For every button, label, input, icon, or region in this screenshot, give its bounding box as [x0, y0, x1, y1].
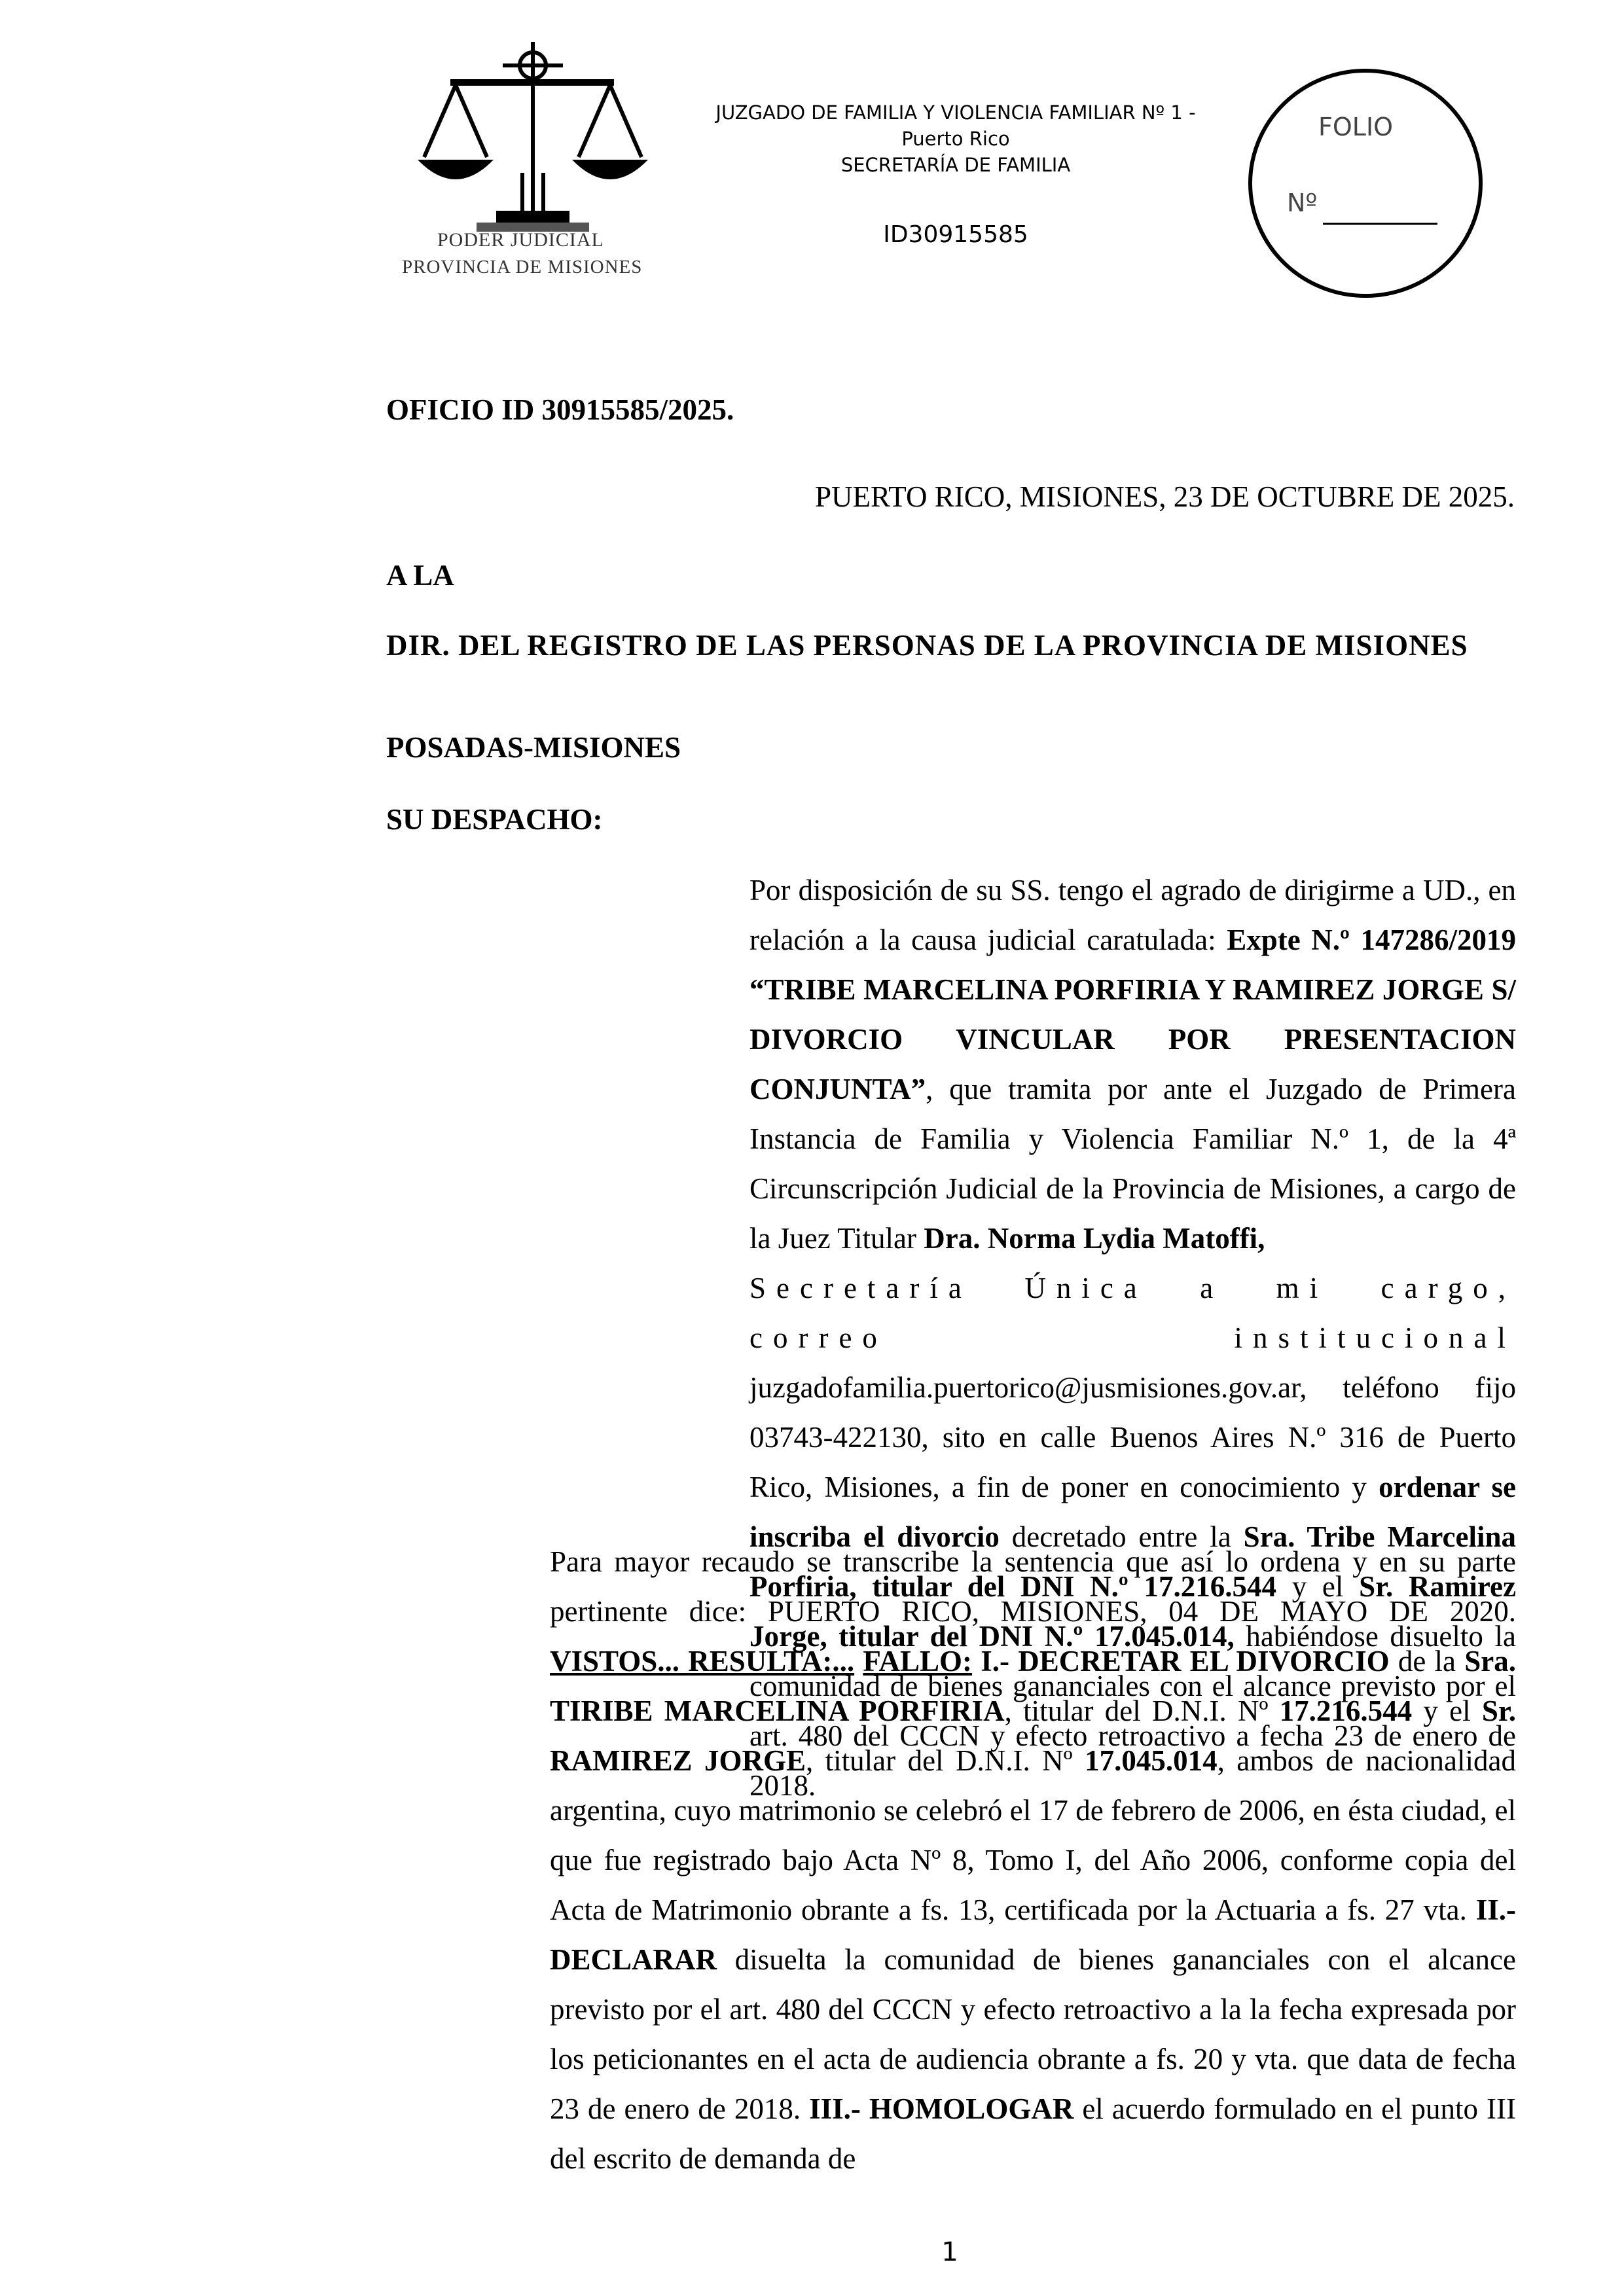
- greeting: SU DESPACHO:: [386, 803, 603, 836]
- fallo-label: FALLO:: [863, 1645, 973, 1677]
- judge-name: Dra. Norma Lydia Matoffi,: [924, 1222, 1265, 1255]
- case-title: Expte N.º 147286/2019 “TRIBE MARCELINA PORFIRIA Y RAMIREZ JORGE S/ DIVORCIO VINCULAR POR PRESENTACION CONJUNTA”: [749, 924, 1517, 1105]
- court-header: [661, 99, 1250, 178]
- court-name-line-2: Puerto Rico: [901, 128, 1010, 150]
- oficio-title: OFICIO ID 30915585/2025.: [386, 393, 734, 426]
- contact-details: juzgadofamilia.puertorico@jusmisiones.gov.ar, teléfono fijo 03743-422130, sito en calle Buenos Aires N.º 316 de Puerto Rico, Misiones, a fin de poner en conocimiento y: [749, 1371, 1516, 1503]
- decree-point-2: II.- DECLARAR: [550, 1893, 1516, 1976]
- page-number: 1: [941, 2237, 958, 2267]
- party-1: Sra. Tribe Marcelina Porfiria, titular del DNI N.º 17.216.544: [749, 1520, 1516, 1603]
- scales-of-justice-icon: [398, 42, 686, 293]
- logo-line-1: PODER JUDICIAL: [437, 229, 604, 251]
- secretaria-line: Secretaría Única a mi cargo, correo institucional: [749, 1272, 1516, 1354]
- vistos-resulta: VISTOS... RESULTA:...: [550, 1645, 855, 1677]
- logo-line-2: PROVINCIA DE MISIONES: [402, 257, 643, 278]
- court-name-line-1: JUZGADO DE FAMILIA Y VIOLENCIA FAMILIAR Nº 1 -: [715, 101, 1196, 124]
- poder-judicial-logo: [398, 42, 686, 293]
- court-name-line-3: SECRETARÍA DE FAMILIA: [840, 154, 1071, 176]
- folio-number-label: Nº: [1287, 188, 1318, 217]
- document-date: PUERTO RICO, MISIONES, 23 DE OCTUBRE DE 2025.: [814, 480, 1515, 513]
- addressee-name: DIR. DEL REGISTRO DE LAS PERSONAS DE LA PROVINCIA DE MISIONES: [386, 629, 1468, 662]
- document-id: ID30915585: [883, 221, 1028, 248]
- addressee-prefix: A LA: [386, 559, 454, 592]
- folio-label: FOLIO: [1318, 113, 1394, 141]
- addressee-city: POSADAS-MISIONES: [386, 731, 681, 764]
- party-2: Sr. Ramirez Jorge, titular del DNI N.º 17.045.014,: [749, 1570, 1516, 1653]
- folio-stamp: [1241, 59, 1490, 308]
- decree-point-1: I.- DECRETAR EL DIVORCIO: [972, 1645, 1390, 1677]
- decree-point-3: III.- HOMOLOGAR: [809, 2092, 1074, 2125]
- folio-circle-icon: [1241, 59, 1490, 308]
- paragraph-2: Para mayor recaudo se transcribe la sentencia que así lo ordena y en su parte pertinente dice: PUERTO RICO, MISIONES, 04 DE MAYO DE 2020. VISTOS... RESULTA:... FALLO: I.- DECRETAR EL DIVORCIO de la Sra. TIRIBE MARCELINA PORFIRIA, titular del D.N.I. Nº 17.216.544 y el Sr. RAMIREZ JORGE, titular del D.N.I. Nº 17.045.014, ambos de nacionalidad argentina, cuyo matrimonio se celebró el 17 de febrero de 2006, en ésta ciudad, el que fue registrado bajo Acta Nº 8, Tomo I, del Año 2006, conforme copia del Acta de Matrimonio obrante a fs. 13, certificada por la Actuaria a fs. 27 vta. II.- DECLARAR disuelta la comunidad de bienes gananciales con el alcance previsto por el art. 480 del CCCN y efecto retroactivo a la la fecha expresada por los peticionantes en el acta de audiencia obrante a fs. 20 y vta. que data de fecha 23 de enero de 2018. III.- HOMOLOGAR el acuerdo formulado en el punto III del escrito de demanda de: [550, 1545, 1517, 2175]
- paragraph-1: Por disposición de su SS. tengo el agrado de dirigirme a UD., en relación a la causa judicial caratulada: Expte N.º 147286/2019 “TRIBE MARCELINA PORFIRIA Y RAMIREZ JORGE S/ DIVORCIO VINCULAR POR PRESENTACION CONJUNTA”, que tramita por ante el Juzgado de Primera Instancia de Familia y Violencia Familiar N.º 1, de la 4ª Circunscripción Judicial de la Provincia de Misiones, a cargo de la Juez Titular Dra. Norma Lydia Matoffi, Secretaría Única a mi cargo, correo institucional juzgadofamilia.puertorico@jusmisiones.gov.ar, teléfono fijo 03743-422130, sito en calle Buenos Aires N.º 316 de Puerto Rico, Misiones, a fin de poner en conocimiento y ordenar se inscriba el divorcio decretado entre la Sra. Tribe Marcelina Porfiria, titular del DNI N.º 17.216.544 y el Sr. Ramirez Jorge, titular del DNI N.º 17.045.014, habiéndose disuelto la comunidad de bienes gananciales con el alcance previsto por el art. 480 del CCCN y efecto retroactivo a fecha 23 de enero de 2018.: [749, 874, 1517, 1802]
